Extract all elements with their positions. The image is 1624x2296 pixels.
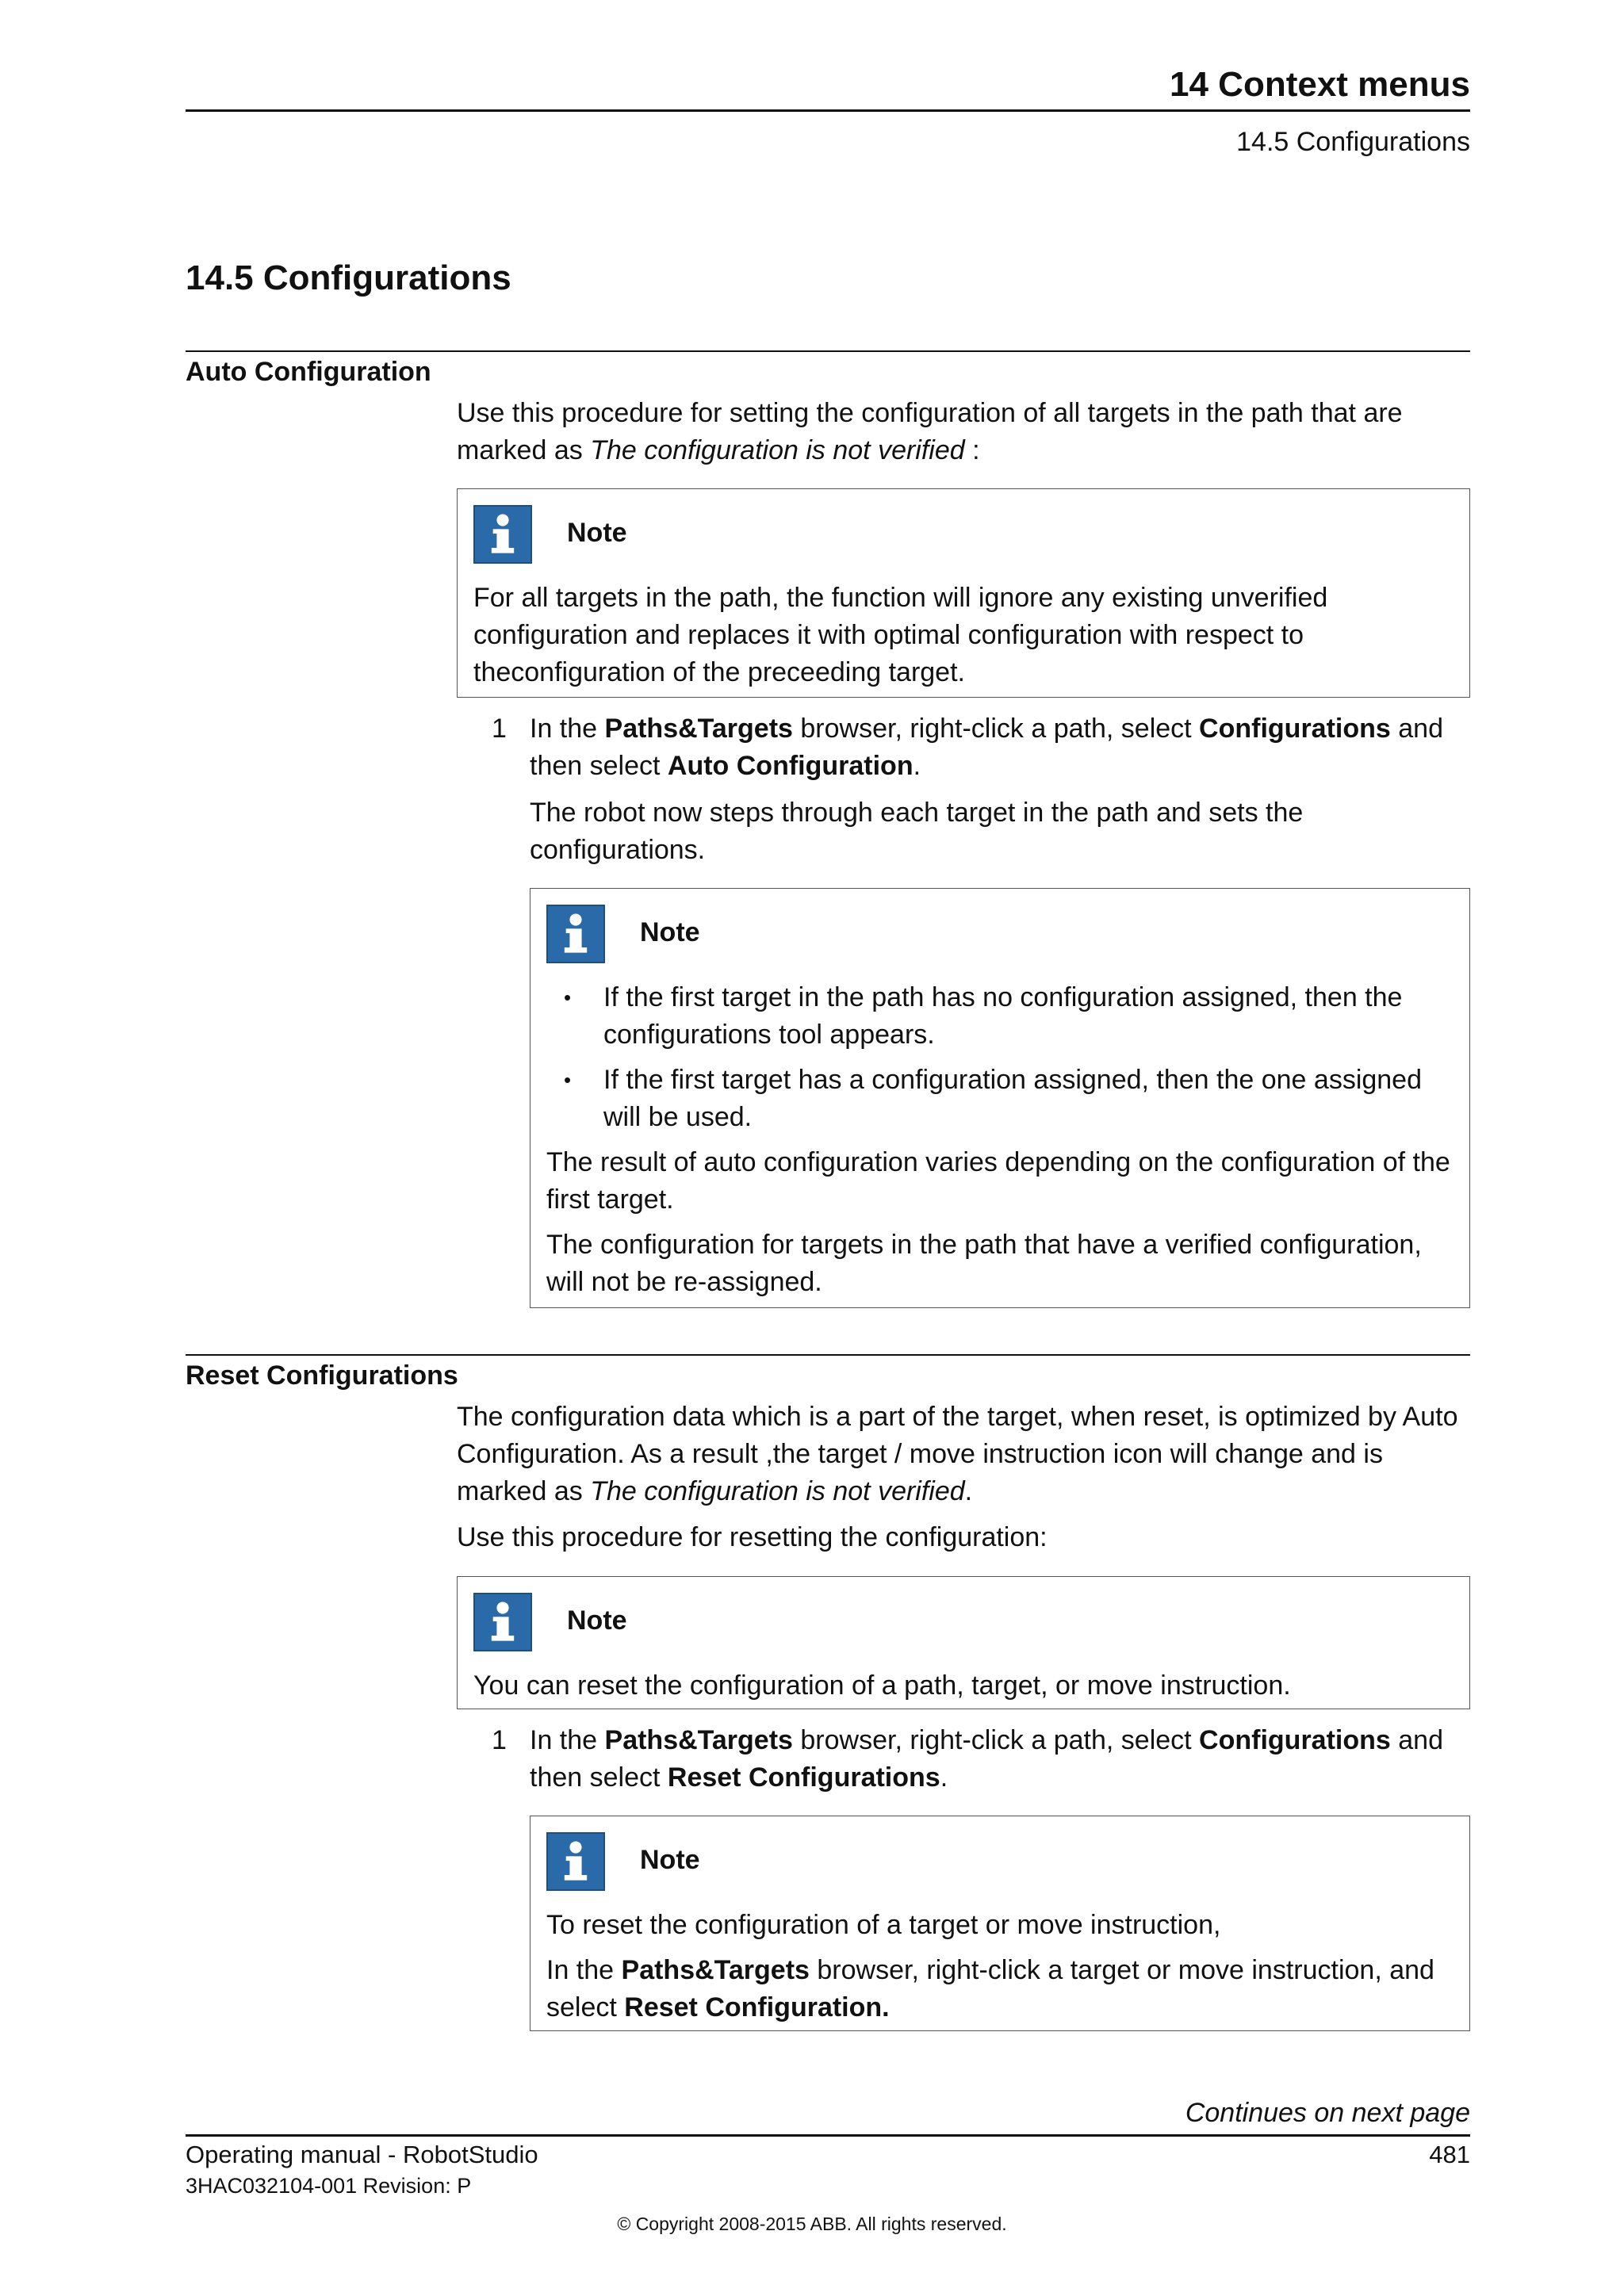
document-id: 3HAC032104-001 Revision: P [186, 2174, 472, 2198]
note-paragraph: The result of auto configuration varies depending on the configuration of the first target. [546, 1147, 1450, 1215]
note-label: Note [567, 518, 627, 548]
section-divider [186, 350, 1470, 352]
note-content [546, 1907, 1460, 2034]
page-title: 14.5 Configurations [186, 258, 511, 297]
manual-name: Operating manual - RobotStudio [186, 2141, 538, 2168]
list-item: • If the first target has a configuration assigned, then the one assigned will be used. [546, 1062, 1460, 1136]
info-icon [473, 1593, 532, 1651]
step-number: 1 [492, 1725, 507, 1755]
bullet-list [546, 979, 1460, 1136]
reset-config-intro: The configuration data which is a part of the target, when reset, is optimized by Auto Configuration. As a result ,the target / move instruction icon will change and is marked as The configuration is not verified. [457, 1402, 1458, 1506]
info-icon [546, 905, 605, 963]
auto-config-intro: Use this procedure for setting the configuration of all targets in the path that are marked as The configuration is not verified : [457, 398, 1403, 465]
note-box [530, 888, 1470, 1308]
note-box [457, 1576, 1470, 1709]
section-divider [186, 1354, 1470, 1356]
continues-label: Continues on next page [1185, 2098, 1470, 2128]
info-icon [546, 1832, 605, 1891]
auto-config-heading: Auto Configuration [186, 357, 431, 387]
chapter-title: 14 Context menus [1170, 65, 1470, 104]
page-number: 481 [1429, 2141, 1470, 2168]
reset-config-heading: Reset Configurations [186, 1360, 458, 1391]
header-rule [186, 109, 1470, 112]
note-text: You can reset the configuration of a path, target, or move instruction. [473, 1670, 1291, 1701]
note-label: Note [640, 1845, 700, 1875]
step-text: In the Paths&Targets browser, right-click a path, select Configurations and then select Auto Configuration. [530, 714, 1443, 781]
reset-config-procedure-intro: Use this procedure for resetting the configuration: [457, 1522, 1048, 1552]
note-paragraph: In the Paths&Targets browser, right-click a target or move instruction, and select Reset Configuration. [546, 1955, 1434, 2022]
note-paragraph: To reset the configuration of a target or move instruction, [546, 1910, 1221, 1940]
list-item: • If the first target in the path has no configuration assigned, then the configurations tool appears. [546, 979, 1460, 1054]
info-icon [473, 505, 532, 564]
step-result: The robot now steps through each target in the path and sets the configurations. [530, 798, 1304, 865]
step-text: In the Paths&Targets browser, right-click a path, select Configurations and then select Reset Configurations. [530, 1725, 1443, 1793]
section-running-head: 14.5 Configurations [1236, 127, 1470, 157]
footer-rule [186, 2134, 1470, 2137]
step-number: 1 [492, 714, 507, 744]
note-label: Note [567, 1605, 627, 1636]
note-text: For all targets in the path, the function will ignore any existing unverified configuration and replaces it with optimal configuration with respect to theconfiguration of the preceeding target. [473, 583, 1328, 687]
copyright: © Copyright 2008-2015 ABB. All rights reserved. [617, 2214, 1007, 2234]
note-label: Note [640, 917, 700, 947]
note-content [546, 979, 1460, 1309]
note-box [530, 1816, 1470, 2031]
note-paragraph: The configuration for targets in the path that have a verified configuration, will not be re-assigned. [546, 1230, 1422, 1297]
note-box [457, 488, 1470, 698]
